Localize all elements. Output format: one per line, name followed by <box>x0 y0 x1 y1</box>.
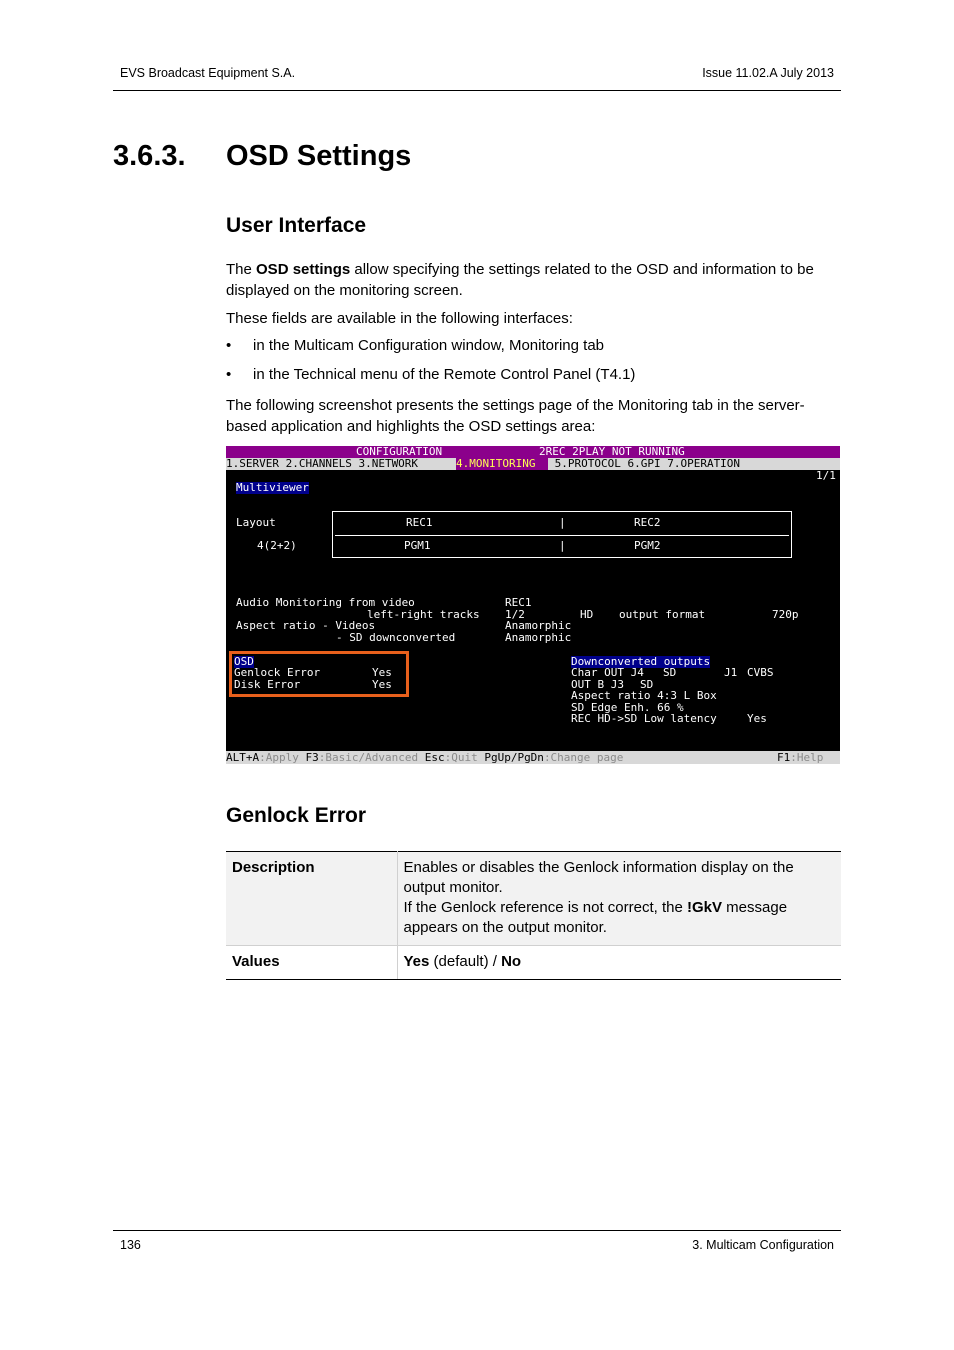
dc-j1-value[interactable]: CVBS <box>747 666 774 679</box>
layout-separator: | <box>559 539 566 552</box>
values-label: Values <box>226 946 397 980</box>
bullet-item: • in the Technical menu of the Remote Control Panel (T4.1) <box>226 366 636 383</box>
key-pgup-pgdn[interactable]: PgUp/PgDn <box>484 751 544 764</box>
gkv-message: !GkV <box>686 899 722 916</box>
page-number: 136 <box>120 1238 141 1252</box>
dc-char-value[interactable]: SD <box>663 666 677 679</box>
key-f3[interactable]: F3 <box>305 751 319 764</box>
status-shortcuts <box>226 752 623 764</box>
hd-label: HD <box>580 608 594 621</box>
disk-label: Disk Error <box>234 678 301 691</box>
action-apply: :Apply <box>259 751 306 764</box>
dc-j1-label: J1 <box>724 666 738 679</box>
tracks-label: left-right tracks <box>367 608 480 621</box>
monitoring-screenshot <box>226 446 840 764</box>
genlock-label: Genlock Error <box>234 666 321 679</box>
audio-label: Audio Monitoring from video <box>236 596 415 609</box>
layout-separator: | <box>559 516 566 529</box>
layout-pgm2[interactable]: PGM2 <box>634 539 661 552</box>
footer-rule <box>113 1230 841 1231</box>
key-esc[interactable]: Esc <box>424 751 445 764</box>
dc-char-label: Char OUT J4 <box>571 666 644 679</box>
dc-outb-label: OUT B J3 <box>571 678 624 691</box>
layout-rec2[interactable]: REC2 <box>634 516 661 529</box>
action-change-page: :Change page <box>543 751 624 764</box>
key-alt-a[interactable]: ALT+A <box>226 751 260 764</box>
table-row <box>226 852 841 946</box>
screenshot-caption: The following screenshot presents the settings page of the Monitoring tab in the server-based application and highlights the OSD settings area: <box>226 397 805 435</box>
dc-outb-value[interactable]: SD <box>640 678 654 691</box>
action-help: :Help <box>790 751 824 764</box>
dc-edge[interactable]: SD Edge Enh. 66 % <box>571 701 684 714</box>
page-indicator: 1/1 <box>816 469 836 482</box>
table-row <box>226 946 841 980</box>
dc-aspect[interactable]: Aspect ratio 4:3 L Box <box>571 689 717 702</box>
multiviewer-title: Multiviewer <box>236 481 309 494</box>
bullet-item: • in the Multicam Configuration window, Monitoring tab <box>226 337 605 354</box>
layout-pgm1[interactable]: PGM1 <box>404 539 431 552</box>
audio-value[interactable]: REC1 <box>505 596 532 609</box>
footer-chapter: 3. Multicam Configuration <box>692 1238 834 1252</box>
action-quit: :Quit <box>444 751 485 764</box>
output-format-label: output format <box>619 608 706 621</box>
section-title-text: OSD Settings <box>226 140 412 172</box>
header-issue: Issue 11.02.A July 2013 <box>702 66 834 80</box>
status-help <box>777 752 823 764</box>
genlock-value[interactable]: Yes <box>372 666 392 679</box>
dc-rec-value[interactable]: Yes <box>747 712 767 725</box>
header-publisher: EVS Broadcast Equipment S.A. <box>120 66 296 80</box>
description-label: Description <box>226 852 397 946</box>
tabs-left[interactable]: 1.SERVER 2.CHANNELS 3.NETWORK <box>226 457 425 470</box>
title-status: 2REC 2PLAY NOT RUNNING <box>539 446 685 458</box>
title-configuration: CONFIGURATION <box>356 446 443 458</box>
genlock-table <box>226 851 841 980</box>
layout-label: Layout <box>236 516 276 529</box>
output-format-value[interactable]: 720p <box>772 608 799 621</box>
header-rule <box>113 90 841 91</box>
osd-title: OSD <box>234 655 254 668</box>
layout-rec1[interactable]: REC1 <box>406 516 433 529</box>
action-basic-advanced: :Basic/Advanced <box>318 751 425 764</box>
sd-value[interactable]: Anamorphic <box>505 631 572 644</box>
bullet-dot-icon: • <box>226 337 232 354</box>
fields-paragraph: These fields are available in the following interfaces: <box>226 310 573 327</box>
heading-user-interface: User Interface <box>226 214 367 237</box>
aspect-label: Aspect ratio - Videos <box>236 619 376 632</box>
layout-divider <box>335 535 789 536</box>
sd-label: - SD downconverted <box>336 631 456 644</box>
bullet-dot-icon: • <box>226 366 232 383</box>
tabs-right[interactable]: 5.PROTOCOL 6.GPI 7.OPERATION <box>548 457 741 470</box>
dc-rec-label: REC HD->SD Low latency <box>571 712 717 725</box>
section-title <box>113 140 411 173</box>
tab-monitoring[interactable]: 4.MONITORING <box>456 457 536 470</box>
key-f1[interactable]: F1 <box>777 751 791 764</box>
values-value: Yes (default) / No <box>397 946 841 980</box>
downconverted-title: Downconverted outputs <box>571 655 711 668</box>
tracks-value[interactable]: 1/2 <box>505 608 525 621</box>
section-number: 3.6.3. <box>113 140 186 172</box>
description-value: Enables or disables the Genlock information display on the output monitor. If the Genlock reference is not correct, the !GkV message appears on the output monitor. <box>397 852 841 946</box>
layout-value[interactable]: 4(2+2) <box>257 539 297 552</box>
heading-genlock-error: Genlock Error <box>226 804 367 827</box>
disk-value[interactable]: Yes <box>372 678 392 691</box>
intro-paragraph: The OSD settings allow specifying the settings related to the OSD and information to be displayed on the monitoring screen. <box>226 261 814 299</box>
osd-settings-term: OSD settings <box>256 261 351 278</box>
aspect-value[interactable]: Anamorphic <box>505 619 572 632</box>
